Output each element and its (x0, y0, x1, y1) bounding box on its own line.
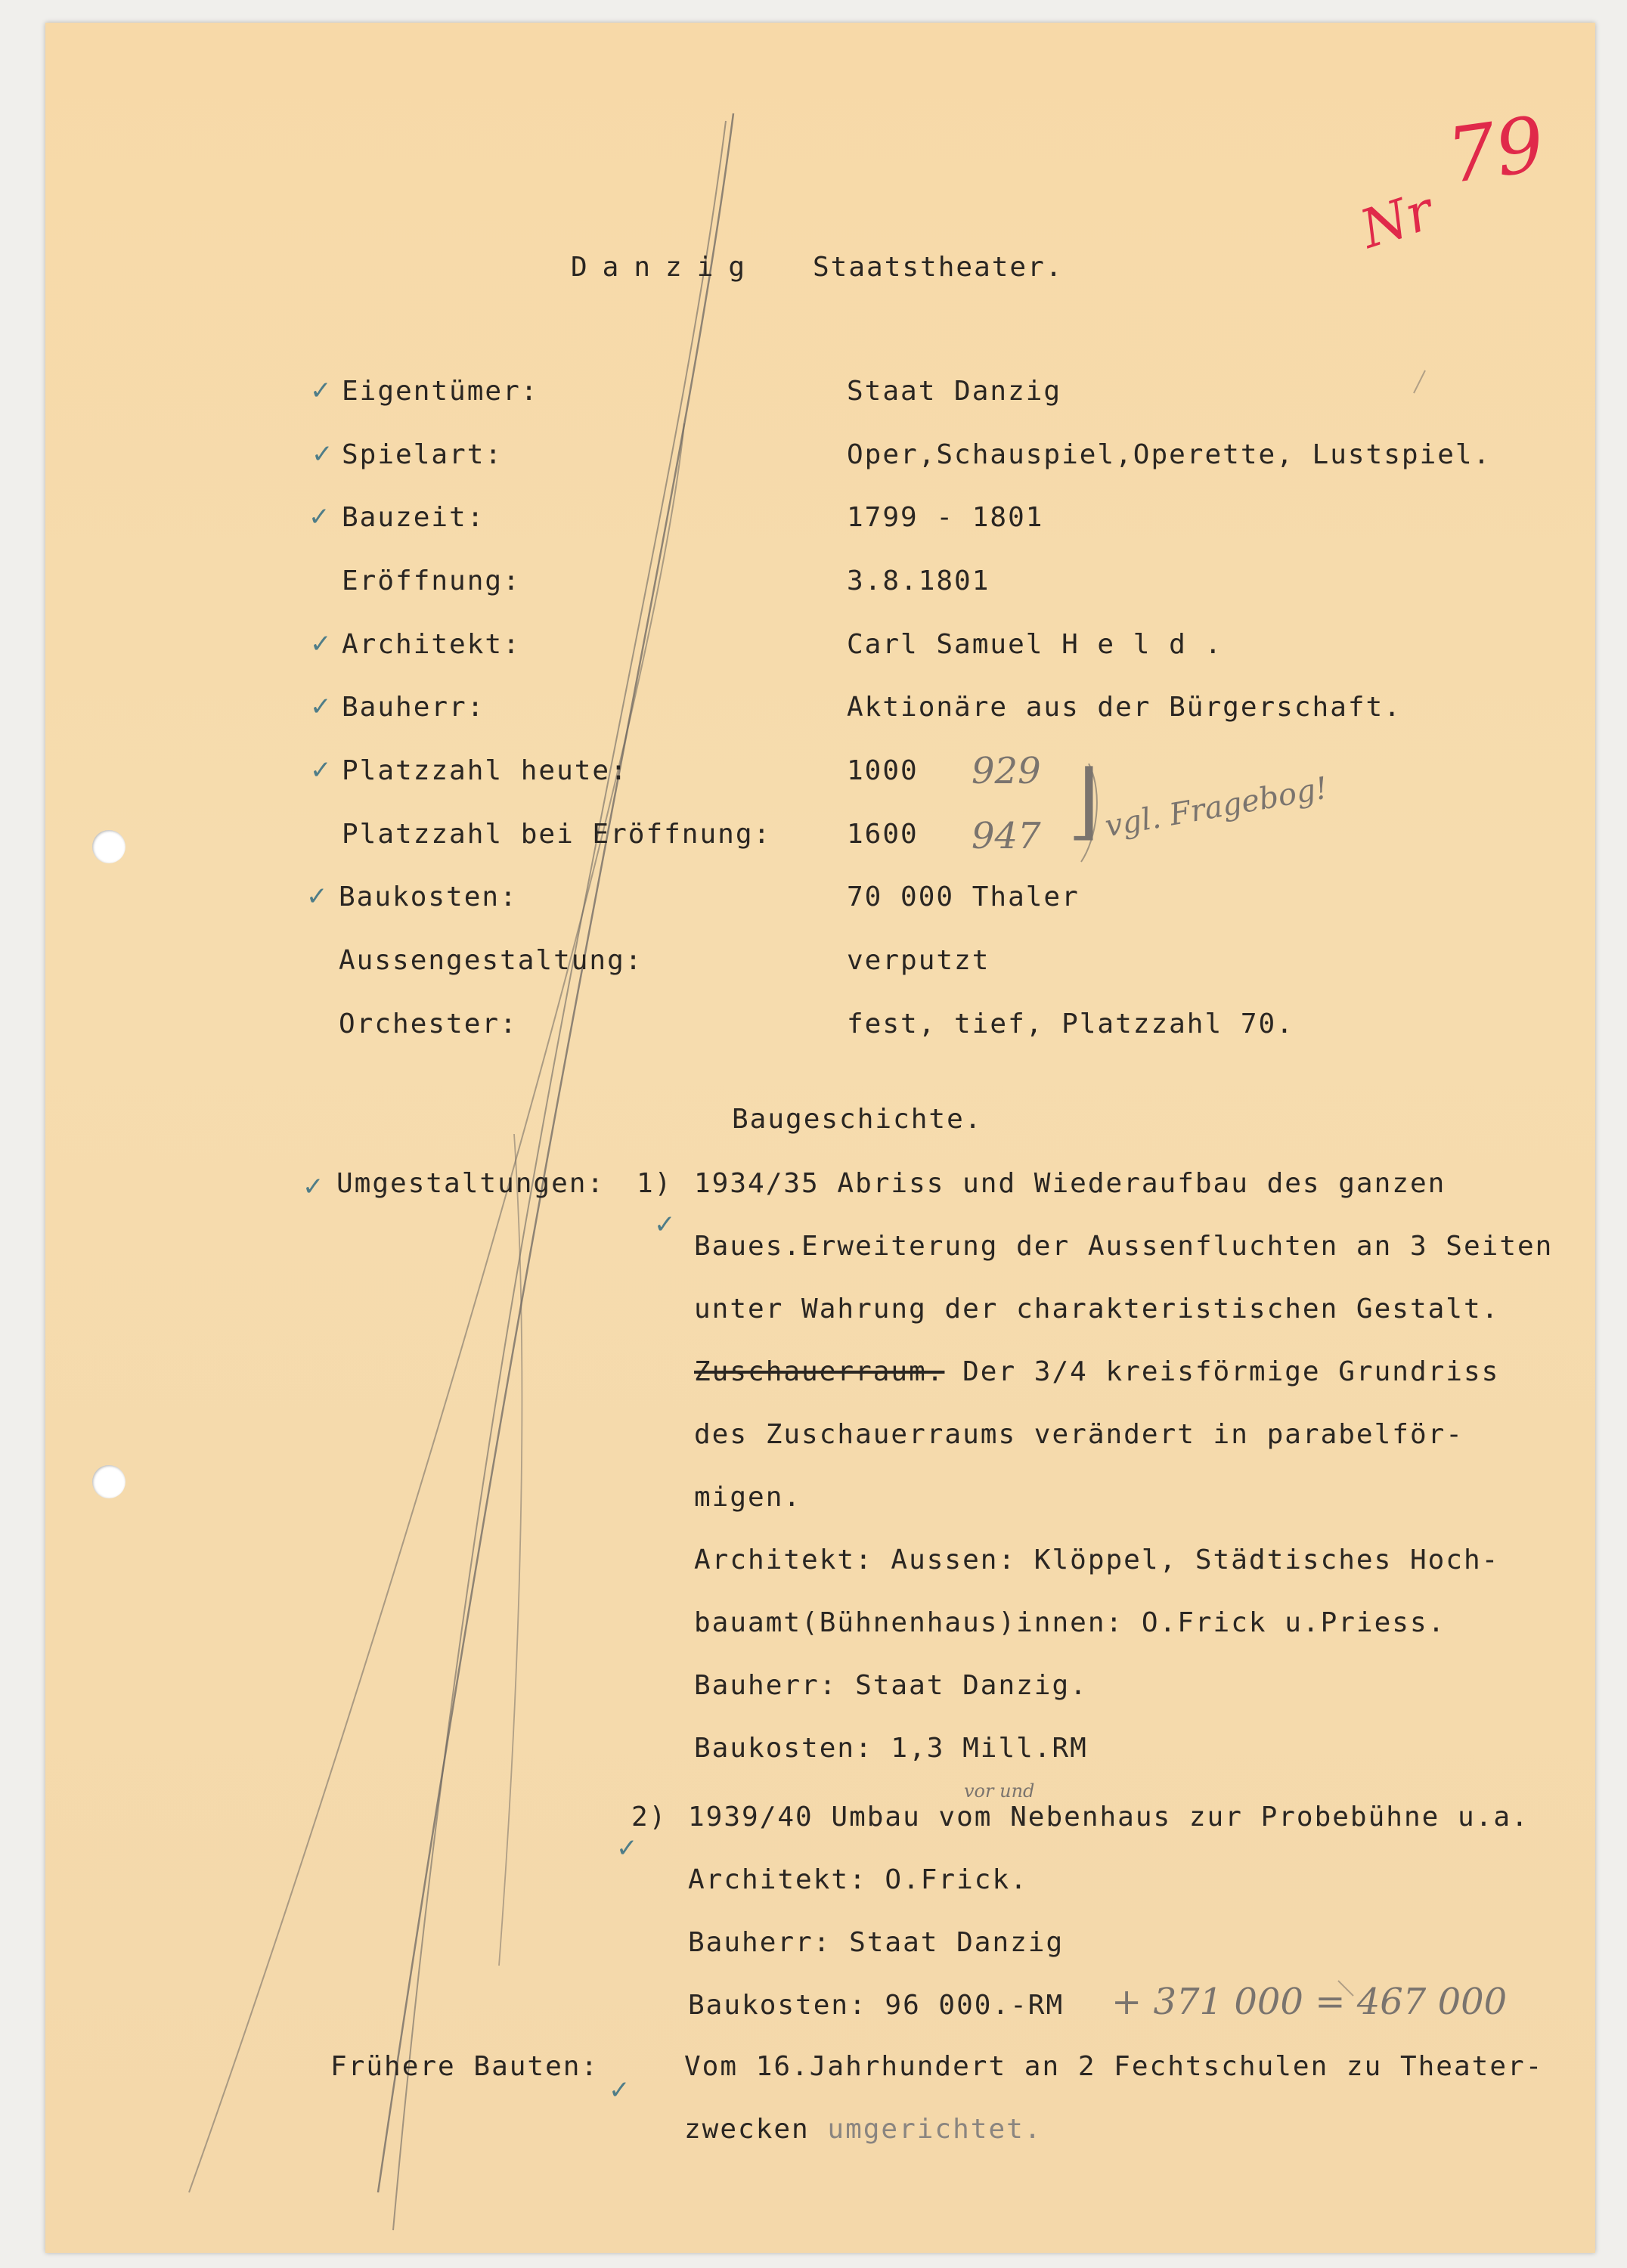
folio-number: 79 (1442, 99, 1550, 201)
history-item2-number: 2) (631, 1802, 668, 1833)
field-label-aussengestaltung: Aussengestaltung: (339, 945, 643, 976)
history-item1-line (694, 1356, 1499, 1387)
handwritten-seat-count-opening: 947 (972, 815, 1041, 857)
check-mark-icon: ✓ (310, 755, 332, 785)
document-sheet (45, 23, 1595, 2253)
field-value-architekt: Carl Samuel H e l d . (847, 629, 1223, 660)
field-value-spielart: Oper,Schauspiel,Operette, Lustspiel. (847, 439, 1492, 470)
history-item2-line: 1939/40 Umbau vom Nebenhaus zur Probebühne u.a. (688, 1802, 1529, 1833)
check-mark-icon: ✓ (654, 1210, 676, 1240)
history-item1-line: Architekt: Aussen: Klöppel, Städtisches Hoch- (694, 1545, 1500, 1576)
history-item2-line: Bauherr: Staat Danzig (688, 1927, 1065, 1958)
margin-note: vgl. Fragebog! (1102, 770, 1331, 844)
check-mark-icon: ✓ (310, 629, 332, 659)
check-mark-icon: ✓ (310, 692, 332, 722)
struck-text: Zuschauerraum. (694, 1356, 945, 1387)
check-mark-icon: ✓ (310, 376, 332, 406)
history-item2-line: Baukosten: 96 000.-RM (688, 1990, 1065, 2021)
field-value-aussengestaltung: verputzt (847, 945, 990, 976)
history-item1-line: Baues.Erweiterung der Aussenfluchten an 3 Seiten (694, 1231, 1554, 1262)
field-value-eroeffnung: 3.8.1801 (847, 565, 990, 596)
history-item1-line-rest: Der 3/4 kreisförmige Grundriss (944, 1356, 1500, 1387)
history-label: Umgestaltungen: (336, 1168, 606, 1199)
section-heading: Baugeschichte. (732, 1104, 983, 1135)
field-label-eroeffnung: Eröffnung: (342, 565, 521, 596)
history-item1-line: 1934/35 Abriss und Wiederaufbau des ganzen (694, 1168, 1446, 1199)
field-label-platzzahl-heute: Platzzahl heute: (342, 755, 628, 786)
check-mark-icon: ✓ (311, 439, 333, 469)
field-value-eigentuemer: Staat Danzig (847, 376, 1062, 407)
handwritten-seat-count-today: 929 (972, 750, 1041, 792)
field-label-architekt: Architekt: (342, 629, 521, 660)
check-mark-icon: ✓ (609, 2075, 631, 2105)
field-label-platzzahl-eroeffnung: Platzzahl bei Eröffnung: (342, 819, 772, 850)
field-value-bauherr: Aktionäre aus der Bürgerschaft. (847, 692, 1402, 723)
earlier-line2-typed: zwecken (684, 2114, 828, 2145)
field-value-orchester: fest, tief, Platzzahl 70. (847, 1009, 1294, 1040)
check-mark-icon: ✓ (308, 502, 330, 532)
check-mark-icon: ✓ (616, 1833, 638, 1864)
earlier-line (684, 2114, 1042, 2145)
punch-hole-bottom (92, 1465, 126, 1498)
folio-prefix-mark: Nr (1353, 179, 1441, 261)
handwritten-cost-note: + 371 000 = 467 000 (1111, 1981, 1508, 2023)
history-item2-line: Architekt: O.Frick. (688, 1864, 1028, 1895)
title-city: Danzig (571, 252, 761, 283)
field-label-eigentuemer: Eigentümer: (342, 376, 539, 407)
history-item1-line: unter Wahrung der charakteristischen Gestalt. (694, 1294, 1500, 1325)
history-item1-number: 1) (637, 1168, 673, 1199)
punch-hole-top (92, 830, 126, 863)
field-label-bauherr: Bauherr: (342, 692, 485, 723)
check-mark-icon: ✓ (306, 881, 328, 912)
field-label-bauzeit: Bauzeit: (342, 502, 485, 533)
history-item1-line: migen. (694, 1482, 802, 1513)
field-value-platzzahl-eroeffnung: 1600 (847, 819, 919, 850)
history-item1-line: Baukosten: 1,3 Mill.RM (694, 1733, 1088, 1764)
field-label-orchester: Orchester: (339, 1009, 518, 1040)
title-theater: Staatstheater. (813, 252, 1064, 283)
earlier-label: Frühere Bauten: (330, 2051, 600, 2082)
earlier-line: Vom 16.Jahrhundert an 2 Fechtschulen zu Theater- (684, 2051, 1544, 2082)
history-item1-line: Bauherr: Staat Danzig. (694, 1670, 1088, 1701)
earlier-line2-faded: umgerichtet. (827, 2114, 1043, 2145)
field-value-baukosten: 70 000 Thaler (847, 881, 1080, 912)
field-value-bauzeit: 1799 - 1801 (847, 502, 1044, 533)
margin-bracket: ⌋ (1068, 752, 1100, 849)
history-item1-line: bauamt(Bühnenhaus)innen: O.Frick u.Priess. (694, 1607, 1446, 1638)
check-mark-icon: ✓ (302, 1172, 324, 1202)
field-label-spielart: Spielart: (342, 439, 504, 470)
handwritten-insertion: vor und (964, 1780, 1035, 1802)
history-item1-line: des Zuschauerraums verändert in parabelför- (694, 1419, 1464, 1450)
field-value-platzzahl-heute: 1000 (847, 755, 919, 786)
field-label-baukosten: Baukosten: (339, 881, 518, 912)
